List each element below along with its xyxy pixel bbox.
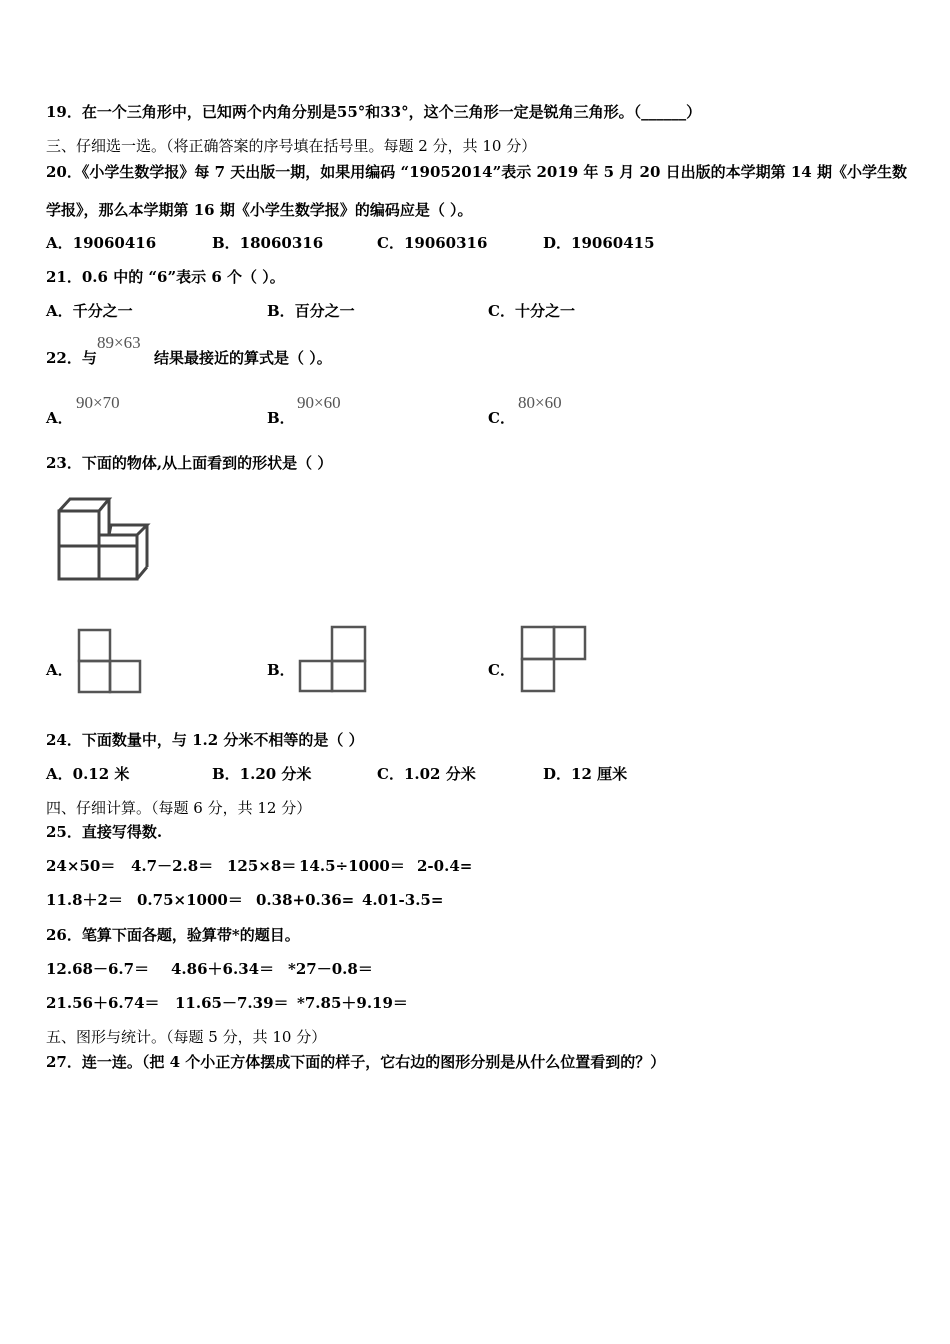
q22-option-b-expr: 90×60 — [297, 393, 341, 412]
question-27: 27．连一连。（把 4 个小正方体摆成下面的样子，它右边的图形分别是从什么位置看到的？） — [46, 1053, 666, 1071]
q25-item: 125×8＝ — [227, 857, 297, 875]
q25-item: 14.5÷1000＝ — [299, 857, 405, 875]
section-5-heading: 五、图形与统计。（每题 5 分，共 10 分） — [46, 1028, 327, 1046]
q22-option-c-label: C． — [488, 409, 515, 427]
question-19: 19．在一个三角形中，已知两个内角分别是55°和33°，这个三角形一定是锐角三角形。（______） — [46, 103, 702, 121]
q23-option-b-figure — [297, 624, 369, 694]
q24-option-b: B．1.20 分米 — [212, 765, 312, 783]
q20-option-b: B．18060316 — [212, 234, 324, 252]
q25-item: 0.38+0.36= — [256, 891, 355, 909]
question-21: 21．0.6 中的 “6”表示 6 个（ ）。 — [46, 268, 285, 286]
q21-option-a: A．千分之一 — [46, 302, 133, 320]
q20-option-c: C．19060316 — [377, 234, 488, 252]
q22-option-a-expr: 90×70 — [76, 393, 120, 412]
question-26: 26．笔算下面各题，验算带*的题目。 — [46, 926, 300, 944]
cube-figure — [54, 495, 164, 585]
question-24: 24．下面数量中，与 1.2 分米不相等的是（ ） — [46, 731, 364, 749]
q24-option-c: C．1.02 分米 — [377, 765, 476, 783]
q26-item: *27－0.8＝ — [288, 960, 373, 978]
q23-option-c-figure — [519, 624, 589, 694]
q22-option-c-expr: 80×60 — [518, 393, 562, 412]
section-3-heading: 三、仔细选一选。（将正确答案的序号填在括号里。每题 2 分，共 10 分） — [46, 137, 537, 155]
q21-option-c: C．十分之一 — [488, 302, 575, 320]
question-23: 23．下面的物体,从上面看到的形状是（ ） — [46, 454, 333, 472]
q25-item: 4.01-3.5= — [362, 891, 444, 909]
q23-option-c-label: C． — [488, 661, 515, 679]
q24-option-d: D．12 厘米 — [543, 765, 628, 783]
section-4-heading: 四、仔细计算。（每题 6 分，共 12 分） — [46, 799, 312, 817]
q25-item: 0.75×1000＝ — [137, 891, 243, 909]
q20-option-a: A．19060416 — [46, 234, 157, 252]
question-25: 25．直接写得数. — [46, 823, 163, 841]
q22-expression: 89×63 — [97, 333, 141, 352]
q25-item: 24×50＝ — [46, 857, 116, 875]
q25-item: 2-0.4= — [417, 857, 473, 875]
q25-item: 4.7－2.8＝ — [131, 857, 214, 875]
question-20-line2: 学报》，那么本学期第 16 期《小学生数学报》的编码应是（ ）。 — [46, 201, 473, 219]
q26-item: 12.68－6.7＝ — [46, 960, 150, 978]
q22-option-b-label: B． — [267, 409, 295, 427]
q22-option-a-label: A． — [46, 409, 73, 427]
q23-option-a-figure — [76, 627, 144, 695]
q21-option-b: B．百分之一 — [267, 302, 355, 320]
q24-option-a: A．0.12 米 — [46, 765, 130, 783]
q26-item: 4.86＋6.34＝ — [171, 960, 275, 978]
q23-option-b-label: B． — [267, 661, 295, 679]
q26-item: 21.56＋6.74＝ — [46, 994, 160, 1012]
question-22-prefix: 22．与 — [46, 349, 97, 367]
question-20-line1: 20．《小学生数学报》每 7 天出版一期，如果用编码 “19052014”表示 2019 年 5 月 20 日出版的本学期第 14 期《小学生数 — [46, 163, 907, 181]
q25-item: 11.8＋2＝ — [46, 891, 123, 909]
question-22-suffix: 结果最接近的算式是（ ）。 — [154, 349, 332, 367]
q26-item: *7.85＋9.19＝ — [297, 994, 408, 1012]
q23-option-a-label: A． — [46, 661, 73, 679]
q26-item: 11.65－7.39＝ — [175, 994, 289, 1012]
q20-option-d: D．19060415 — [543, 234, 655, 252]
